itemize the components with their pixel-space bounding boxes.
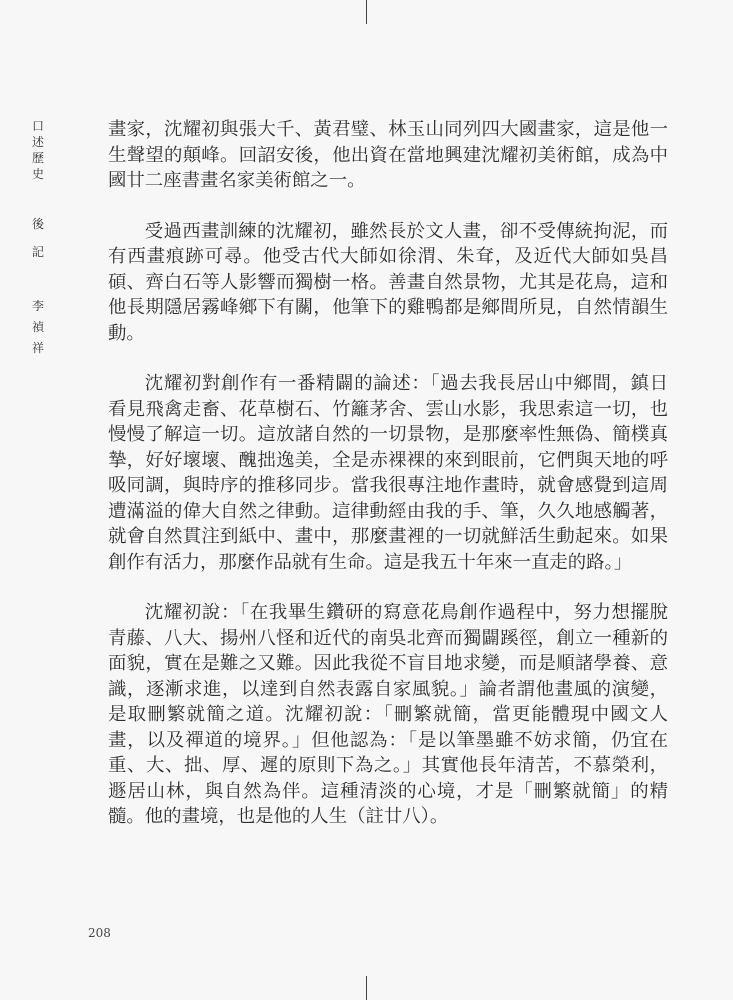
- body-text: [108, 117, 668, 855]
- header-series: 口述歷史: [31, 119, 44, 181]
- header-author: 李禎祥: [31, 299, 44, 355]
- page-number: 208: [88, 926, 111, 940]
- crop-mark-bottom: [366, 976, 367, 1000]
- crop-mark-top: [366, 0, 367, 24]
- paragraph-4: 沈耀初說：「在我畢生鑽研的寫意花鳥創作過程中，努力想擺脫青藤、八大、揚州八怪和近代的南吳北齊而獨闢蹊徑，創立一種新的面貌，實在是難之又難。因此我從不盲目地求變，而是順諸學養、意識，逐漸求進，以達到自然表露自家風貌。」論者謂他畫風的演變，是取刪繁就簡之道。沈耀初說：「刪繁就簡，當更能體現中國文人畫，以及禪道的境界。」但他認為：「是以筆墨雖不妨求簡，仍宜在重、大、拙、厚、遲的原則下為之。」其實他長年清苦，不慕榮利，遯居山林，與自然為伴。這種清淡的心境，才是「刪繁就簡」的精髓。他的畫境，也是他的人生（註廿八）。: [108, 602, 668, 827]
- paragraph-3: 沈耀初對創作有一番精闢的論述：「過去我長居山中鄉間，鎮日看見飛禽走畜、花草樹石、竹籬茅舍、雲山水影，我思索這一切，也慢慢了解這一切。這放諸自然的一切景物，是那麼率性無偽、簡樸真摯，好好壞壞、醜拙逸美，全是赤裸裸的來到眼前，它們與天地的呼吸同調，與時序的推移同步。當我很專注地作畫時，就會感覺到這周遭滿溢的偉大自然之律動。這律動經由我的手、筆，久久地感觸著，就會自然貫注到紙中、畫中，那麼畫裡的一切就鮮活生動起來。如果創作有活力，那麼作品就有生命。這是我五十年來一直走的路。」: [108, 373, 668, 573]
- header-section: 後記: [31, 217, 44, 259]
- paragraph-2: 受過西畫訓練的沈耀初，雖然長於文人畫，卻不受傳統拘泥，而有西畫痕跡可尋。他受古代大師如徐渭、朱耷，及近代大師如吳昌碩、齊白石等人影響而獨樹一格。善畫自然景物，尤其是花鳥，這和他長期隱居霧峰鄉下有關，他筆下的雞鴨都是鄉間所見，自然情韻生動。: [108, 220, 668, 344]
- running-header: [28, 118, 48, 359]
- paragraph-1: 畫家，沈耀初與張大千、黃君璧、林玉山同列四大國畫家，這是他一生聲望的顛峰。回詔安後，他出資在當地興建沈耀初美術館，成為中國廿二座書畫名家美術館之一。: [108, 119, 668, 191]
